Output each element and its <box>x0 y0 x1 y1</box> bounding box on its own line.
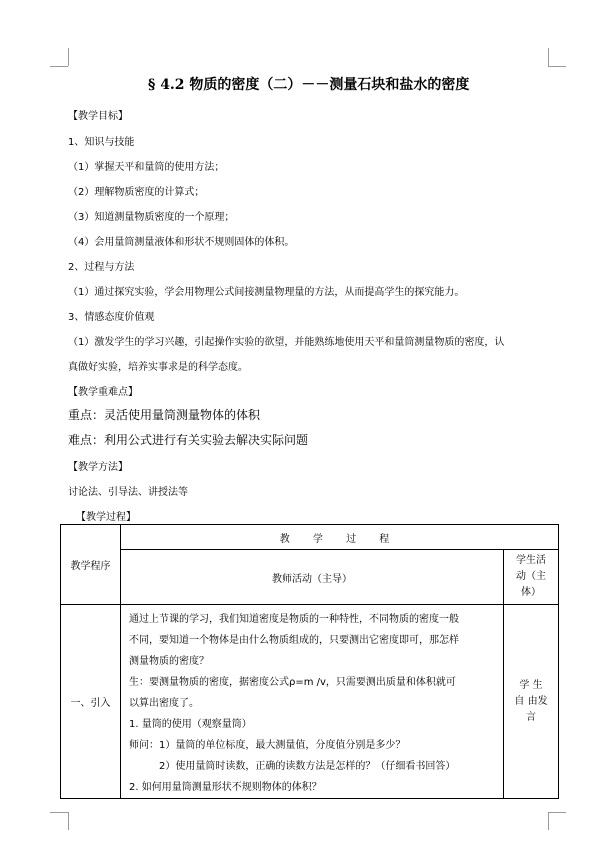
header-process: 教 学 过 程 <box>279 533 400 545</box>
teacher-activity-cell <box>121 605 504 799</box>
content-line: 2）使用量筒时读数，正确的读数方法是怎样的？（仔细看书回答） <box>159 761 456 772</box>
stage-label: 一、引入 <box>70 698 111 709</box>
content-line: 以算出密度了。 <box>129 698 199 709</box>
difficulty-text: 难点：利用公式进行有关实验去解决实际问题 <box>68 433 309 447</box>
student-activity-cell <box>504 605 559 799</box>
objectives-heading: 【教学目标】 <box>68 111 128 122</box>
student-activity-text: 学 生 自 由发言 <box>514 679 548 723</box>
header-process-cell <box>121 525 559 550</box>
content-line: 通过上节课的学习，我们知道密度是物质的一种特性，不同物质的密度一般 <box>129 614 459 625</box>
emotion-item-1a: （1）激发学生的学习兴趣，引起操作实验的欲望，并能熟练地使用天平和量筒测量物质的密度，认 <box>68 337 505 348</box>
header-teacher: 教师活动（主导） <box>272 573 352 585</box>
content-line: 师问：1）量筒的单位标度，最大测量值，分度值分别是多少？ <box>129 740 406 751</box>
table-header-row-1 <box>61 525 559 550</box>
key-point-text: 重点：灵活使用量筒测量物体的体积 <box>68 408 261 422</box>
methods-heading: 【教学方法】 <box>68 462 128 473</box>
table-row <box>61 605 559 799</box>
knowledge-item-2: （2）理解物质密度的计算式； <box>68 187 205 198</box>
process-section-heading: 【教学过程】 <box>76 512 136 523</box>
page-title: § 4.2 物质的密度（二）－－测量石块和盐水的密度 <box>148 77 470 93</box>
stage-cell <box>61 605 121 799</box>
header-teacher-cell <box>121 550 504 605</box>
content-line: 2. 如何用量筒测量形状不规则物体的体积？ <box>129 782 322 793</box>
content-line: 测量物质的密度？ <box>129 656 209 667</box>
table-header-row-2 <box>61 550 559 605</box>
teaching-process-table <box>60 524 559 799</box>
key-points-heading: 【教学重难点】 <box>68 387 138 398</box>
header-student: 学生活动（主体） <box>516 555 546 598</box>
header-procedure-cell <box>61 525 121 605</box>
emotion-item-1b: 真做好实验，培养实事求是的科学态度。 <box>68 362 248 373</box>
knowledge-item-3: （3）知道测量物质密度的一个原理； <box>68 212 235 223</box>
header-student-cell <box>504 550 559 605</box>
header-procedure: 教学程序 <box>70 561 111 572</box>
content-line: 1. 量筒的使用（观察量筒） <box>129 719 252 730</box>
content-line: 不同，要知道一个物体是由什么物质组成的，只要测出它密度即可，那怎样 <box>129 635 459 646</box>
knowledge-item-1: （1）掌握天平和量筒的使用方法； <box>68 162 225 173</box>
content-line: 生：要测量物质的密度，据密度公式ρ=m /v，只需要测出质量和体积就可 <box>129 677 456 688</box>
process-item-1: （1）通过探究实验，学会用物理公式间接测量物理量的方法，从而提高学生的探究能力。 <box>68 287 465 298</box>
knowledge-heading: 1、知识与技能 <box>68 137 135 148</box>
knowledge-item-4: （4）会用量筒测量液体和形状不规则固体的体积。 <box>68 237 295 248</box>
emotion-heading: 3、情感态度价值观 <box>68 312 155 323</box>
methods-text: 讨论法、引导法、讲授法等 <box>68 487 188 498</box>
process-heading: 2、过程与方法 <box>68 262 135 273</box>
